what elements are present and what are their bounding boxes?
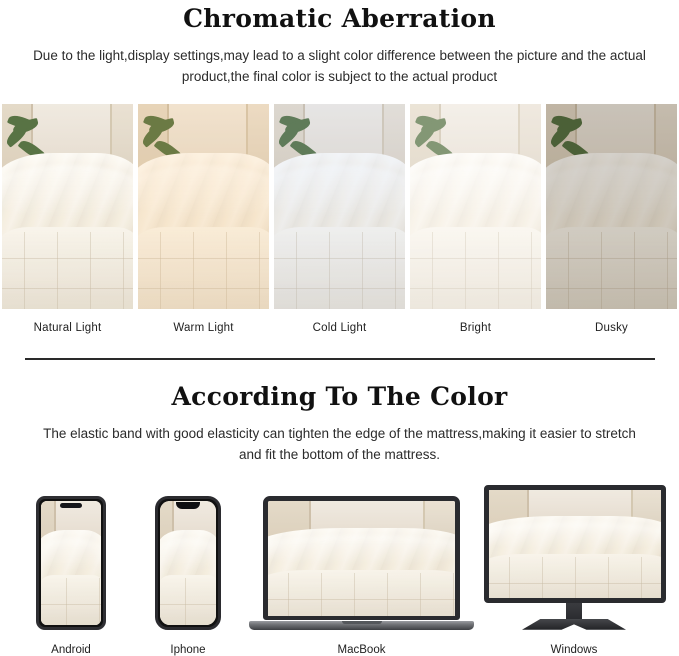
chromatic-description: Due to the light,display settings,may lead to a slight color difference between the picture and the actual product,the final color is subject to the actual product bbox=[33, 48, 646, 84]
android-phone-mockup bbox=[36, 496, 106, 630]
swatch-dusky bbox=[546, 104, 677, 334]
camera-notch-icon bbox=[60, 503, 82, 508]
blanket-photo-natural bbox=[2, 104, 133, 309]
section-title-devices: According To The Color bbox=[171, 381, 508, 411]
monitor-stand bbox=[522, 619, 626, 630]
swatch-label: Dusky bbox=[595, 321, 628, 334]
macbook-mockup bbox=[249, 496, 474, 630]
device-windows bbox=[479, 484, 669, 656]
device-row bbox=[0, 484, 679, 656]
swatch-bright bbox=[410, 104, 541, 334]
swatch-cold-light bbox=[274, 104, 405, 334]
iphone-mockup bbox=[155, 496, 221, 630]
blanket-photo-bright bbox=[410, 104, 541, 309]
blanket-photo-dusky bbox=[546, 104, 677, 309]
device-android bbox=[10, 484, 132, 656]
swatch-natural-light bbox=[2, 104, 133, 334]
swatch-label: Natural Light bbox=[33, 321, 102, 334]
device-macbook bbox=[244, 484, 479, 656]
windows-monitor-mockup bbox=[484, 485, 664, 630]
device-caption: Android bbox=[51, 643, 91, 656]
device-iphone bbox=[132, 484, 244, 656]
lighting-swatch-row bbox=[0, 104, 679, 334]
device-caption: MacBook bbox=[337, 643, 386, 656]
camera-notch-icon bbox=[176, 502, 200, 509]
section-divider bbox=[25, 358, 655, 360]
monitor-neck bbox=[566, 603, 582, 619]
blanket-photo-cold bbox=[274, 104, 405, 309]
device-caption: Iphone bbox=[170, 643, 206, 656]
laptop-base bbox=[249, 621, 474, 630]
page-title: Chromatic Aberration bbox=[183, 4, 496, 33]
device-caption: Windows bbox=[550, 643, 598, 656]
swatch-label: Cold Light bbox=[312, 321, 367, 334]
devices-description: The elastic band with good elasticity can tighten the edge of the mattress,making it easier to stretch and fit the bottom of the mattress. bbox=[43, 425, 636, 462]
swatch-label: Bright bbox=[459, 321, 492, 334]
device-color-section bbox=[0, 382, 679, 656]
blanket-photo-warm bbox=[138, 104, 269, 309]
swatch-label: Warm Light bbox=[173, 321, 234, 334]
swatch-warm-light bbox=[138, 104, 269, 334]
